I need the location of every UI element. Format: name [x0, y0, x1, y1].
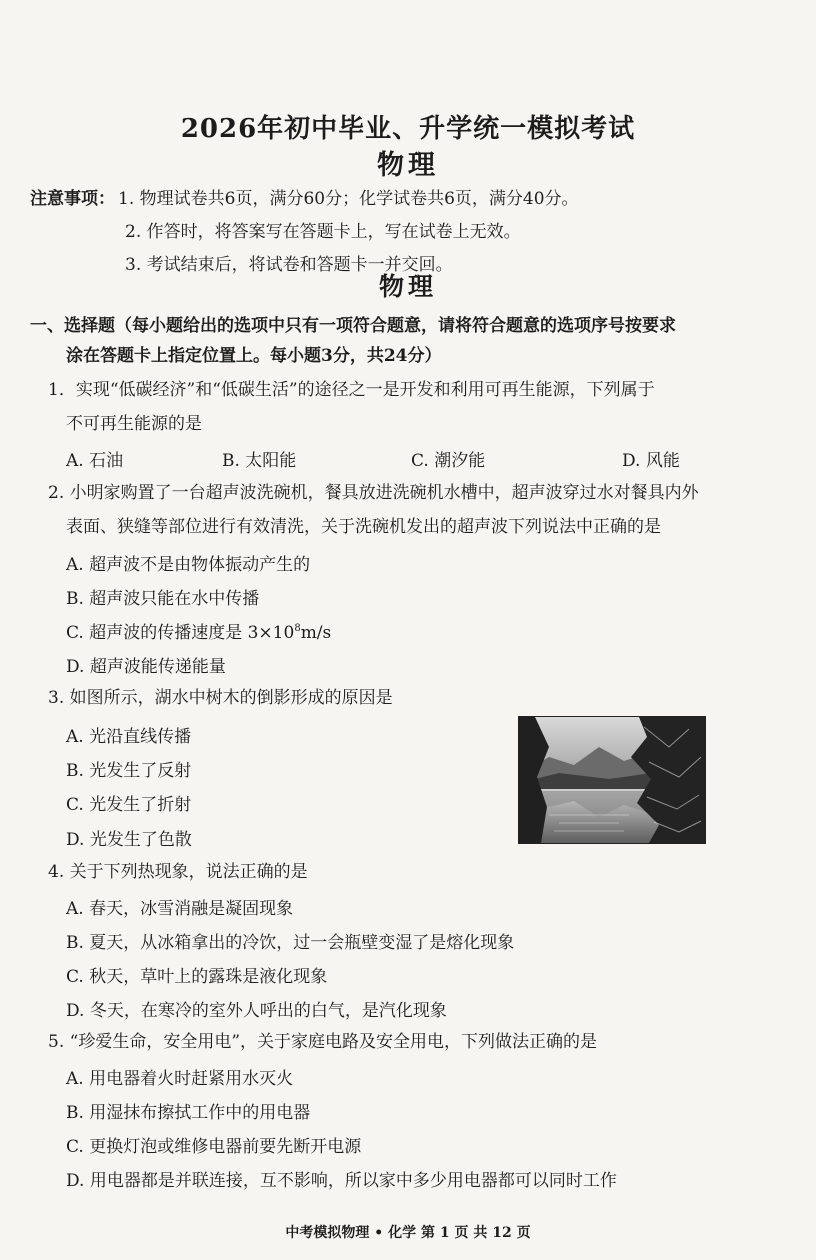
question-5-option-d: D. 用电器都是并联连接，互不影响，所以家中多少用电器都可以同时工作 — [66, 1171, 617, 1191]
question-2-option-c-exponent: 8 — [294, 623, 301, 634]
question-3-stem-line1: 3. 如图所示，湖水中树木的倒影形成的原因是 — [48, 688, 393, 708]
question-3-option-b: B. 光发生了反射 — [66, 761, 192, 781]
question-5-option-b: B. 用湿抹布擦拭工作中的用电器 — [66, 1103, 311, 1123]
question-2-stem-line2: 表面、狭缝等部位进行有效清洗，关于洗碗机发出的超声波下列说法中正确的是 — [66, 517, 661, 537]
lake-reflection-photo — [518, 716, 706, 844]
exam-subject: 物理 — [377, 150, 439, 181]
notice-label: 注意事项： — [30, 189, 115, 209]
question-1-stem-line1: 1．实现“低碳经济”和“低碳生活”的途径之一是开发和利用可再生能源，下列属于 — [48, 380, 655, 400]
question-4-stem-line1: 4. 关于下列热现象，说法正确的是 — [48, 862, 308, 882]
question-2-option-c — [66, 618, 331, 643]
question-2-option-c-unit: m/s — [300, 623, 332, 643]
question-2-option-d: D. 超声波能传递能量 — [66, 657, 226, 677]
question-3-option-d: D. 光发生了色散 — [66, 830, 192, 850]
question-3-option-c: C. 光发生了折射 — [66, 795, 192, 815]
notice-item-2: 2. 作答时，将答案写在答题卡上，写在试卷上无效。 — [125, 222, 521, 242]
question-1-option-d: D. 风能 — [622, 451, 680, 471]
exam-title: 2026年初中毕业、升学统一模拟考试 — [180, 114, 636, 144]
question-4-option-c: C. 秋天，草叶上的露珠是液化现象 — [66, 967, 328, 987]
notice-item-1: 1. 物理试卷共6页，满分60分；化学试卷共6页，满分40分。 — [118, 189, 579, 209]
lake-reflection-illustration — [519, 717, 705, 843]
question-5-option-c: C. 更换灯泡或维修电器前要先断开电源 — [66, 1137, 362, 1157]
question-2-option-b: B. 超声波只能在水中传播 — [66, 589, 260, 609]
question-1-stem-line2: 不可再生能源的是 — [66, 414, 202, 434]
question-2-option-c-text: C. 超声波的传播速度是 3×10 — [66, 623, 295, 643]
question-2-option-a: A. 超声波不是由物体振动产生的 — [66, 555, 311, 575]
question-4-option-d: D. 冬天，在寒冷的室外人呼出的白气，是汽化现象 — [66, 1001, 447, 1021]
question-1-option-b: B. 太阳能 — [222, 451, 297, 471]
question-1-option-c: C. 潮汐能 — [411, 451, 486, 471]
question-4-option-a: A. 春天，冰雪消融是凝固现象 — [66, 899, 294, 919]
section-heading-line1: 一、选择题（每小题给出的选项中只有一项符合题意，请将符合题意的选项序号按要求 — [30, 316, 676, 336]
question-2-stem-line1: 2. 小明家购置了一台超声波洗碗机，餐具放进洗碗机水槽中，超声波穿过水对餐具内外 — [48, 483, 699, 503]
question-5-stem-line1: 5. “珍爱生命，安全用电”，关于家庭电路及安全用电，下列做法正确的是 — [48, 1032, 598, 1052]
question-5-option-a: A. 用电器着火时赶紧用水灭火 — [66, 1069, 294, 1089]
section-subject: 物理 — [378, 272, 437, 301]
notice-item-3: 3. 考试结束后，将试卷和答题卡一并交回。 — [125, 255, 453, 275]
page-footer: 中考模拟物理 • 化学 第 1 页 共 12 页 — [285, 1225, 531, 1241]
question-1-option-a: A. 石油 — [66, 451, 124, 471]
question-4-option-b: B. 夏天，从冰箱拿出的冷饮，过一会瓶壁变湿了是熔化现象 — [66, 933, 515, 953]
section-heading-line2: 涂在答题卡上指定位置上。每小题3分，共24分） — [66, 346, 442, 366]
question-3-option-a: A. 光沿直线传播 — [66, 727, 192, 747]
